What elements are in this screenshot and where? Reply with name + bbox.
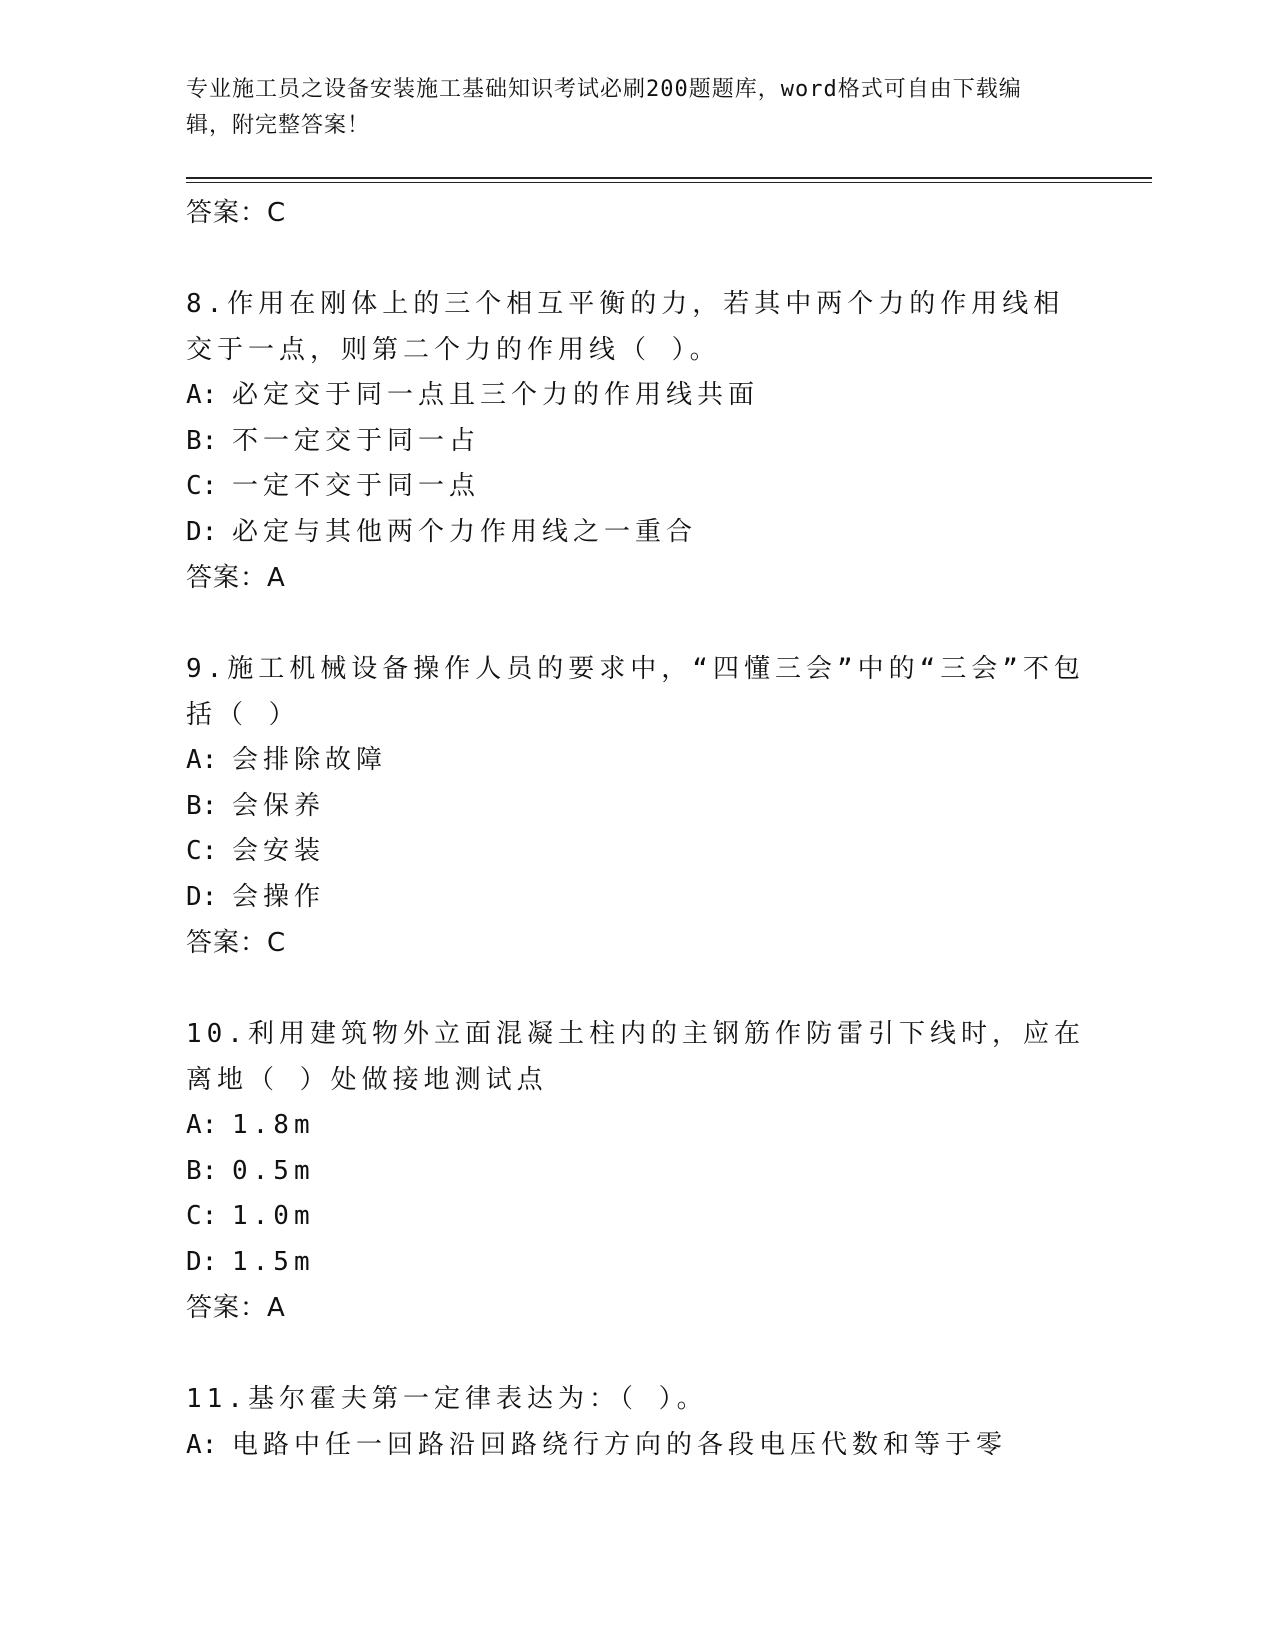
option-text: 会安装 [232,836,326,866]
question-block [186,647,1086,966]
option-c [186,1194,1086,1240]
option-text: 一定不交于同一点 [232,471,481,501]
question-text: 9.施工机械设备操作人员的要求中，“四懂三会”中的“三会”不包括（ ） [186,654,1085,730]
option-c [186,464,1086,510]
question-text: 8.作用在刚体上的三个相互平衡的力，若其中两个力的作用线相交于一点，则第二个力的作用线（ ）。 [186,289,1065,365]
option-d [186,875,1086,921]
option-label: C: [186,836,218,866]
option-label: D: [186,881,218,912]
option-text: 电路中任一回路沿回路绕行方向的各段电压代数和等于零 [232,1429,1008,1460]
option-a [186,1103,1086,1149]
option-label: A: [186,1429,218,1460]
option-a [186,373,1086,419]
answer-line: 答案：A [186,1293,286,1323]
option-c [186,829,1086,875]
option-text: 不一定交于同一占 [232,425,481,456]
option-a [186,738,1086,784]
option-text: 会操作 [232,881,326,912]
option-text: 会排除故障 [232,745,388,775]
question-block [186,282,1086,601]
header-rule-thin [186,182,1152,183]
option-text: 0.5m [232,1155,315,1186]
document-header: 专业施工员之设备安装施工基础知识考试必刷200题题库，word格式可自由下载编辑，附完整答案！ [186,77,1022,138]
question-text: 11.基尔霍夫第一定律表达为：（ ）。 [186,1384,708,1414]
option-label: D: [186,1246,218,1277]
option-label: B: [186,1155,218,1186]
option-d [186,510,1086,556]
option-d [186,1240,1086,1286]
option-text: 1.0m [232,1201,315,1231]
option-label: B: [186,425,218,456]
answer-line: 答案：C [186,198,287,228]
option-label: C: [186,1201,218,1231]
option-label: A: [186,380,218,410]
option-a [186,1423,1086,1469]
option-b [186,419,1086,465]
question-text: 10.利用建筑物外立面混凝土柱内的主钢筋作防雷引下线时，应在离地（ ）处做接地测试点 [186,1019,1085,1095]
question-block [186,1377,1086,1468]
option-label: C: [186,471,218,501]
document-body [186,190,1086,1468]
option-label: A: [186,745,218,775]
option-text: 必定与其他两个力作用线之一重合 [232,516,698,547]
option-text: 1.8m [232,1110,315,1140]
option-label: B: [186,790,218,821]
option-label: A: [186,1110,218,1140]
option-text: 必定交于同一点且三个力的作用线共面 [232,380,760,410]
question-block [186,1012,1086,1331]
option-label: D: [186,516,218,547]
answer-line: 答案：C [186,928,287,958]
option-b [186,1149,1086,1195]
option-text: 1.5m [232,1246,315,1277]
option-b [186,784,1086,830]
header-rule [186,177,1152,179]
answer-line: 答案：A [186,563,286,593]
option-text: 会保养 [232,790,326,821]
